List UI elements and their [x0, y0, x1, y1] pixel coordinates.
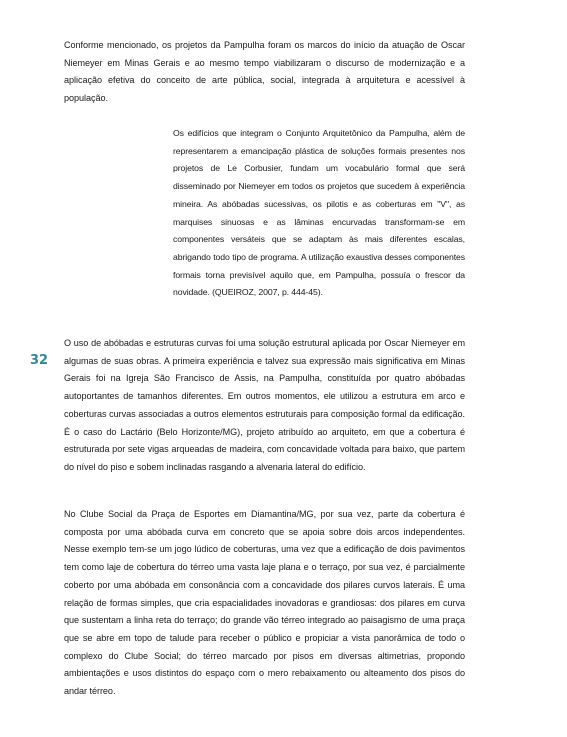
paragraph-intro: Conforme mencionado, os projetos da Pampulha foram os marcos do início da atuação de Oscar Niemeyer em Minas Gerais e ao mesmo tempo viabilizaram o discurso de modernização e a aplicação efetiva do conceito de arte pública, social, integrada à arquitetura e acessível à população.	[64, 40, 465, 104]
page-number: 32	[30, 353, 49, 368]
paragraph-vaults: O uso de abóbadas e estruturas curvas foi uma solução estrutural aplicada por Oscar Niemeyer em algumas de suas obras. A primeira experiência e talvez sua expressão mais significativa em Minas Gerais foi na Igreja São Francisco de Assis, na Pampulha, constituída por quatro abóbadas autoportantes de tamanhos diferentes. Em outros momentos, ele utilizou a estrutura em arco e coberturas curvas associadas a outros elementos estruturais para composição formal da edificação. É o caso do Lactário (Belo Horizonte/MG), projeto atribuído ao arquiteto, em que a cobertura é estruturada por sete vigas arqueadas de madeira, com concavidade voltada para baixo, que partem do nível do piso e sobem inclinadas rasgando a alvenaria lateral do edifício.	[64, 338, 465, 472]
block-quote: Os edifícios que integram o Conjunto Arquitetônico da Pampulha, além de representarem a emancipação plástica de soluções formais presentes nos projetos de Le Corbusier, fundam um vocabulário formal que será disseminado por Niemeyer em todos os projetos que sucedem à experiência mineira. As abóbadas sucessivas, os pilotis e as coberturas em "V", as marquises sinuosas e as lâminas encurvadas transformam-se em componentes versáteis que se adaptam às mais diferentes escalas, abrigando todo tipo de programa. A utilização exaustiva desses componentes formais torna previsível aquilo que, em Pampulha, possuía o frescor da novidade. (QUEIROZ, 2007, p. 444-45).	[173, 128, 465, 298]
paragraph-clube-social: No Clube Social da Praça de Esportes em Diamantina/MG, por sua vez, parte da cobertura é composta por uma abóbada curva em concreto que se apoia sobre dois arcos independentes. Nesse exemplo tem-se um jogo lúdico de coberturas, uma vez que a edificação de dois pavimentos tem como laje de cobertura do térreo uma vasta laje plana e o terraço, por sua vez, é parcialmente coberto por uma abóbada em consonância com a concavidade dos pilares curvos laterais. É uma relação de formas simples, que cria espacialidades inovadoras e grandiosas: dos pilares em curva que sustentam a linha reta do terraço; do grande vão térreo integrado ao paisagismo de uma praça que se abre em topo de talude para receber o público e propiciar a vista panorâmica de todo o complexo do Clube Social; do térreo marcado por pisos em diversas altimetrias, propondo ambientações e usos distintos do espaço com o mero rebaixamento ou alteamento dos pisos do andar térreo.	[64, 509, 465, 697]
